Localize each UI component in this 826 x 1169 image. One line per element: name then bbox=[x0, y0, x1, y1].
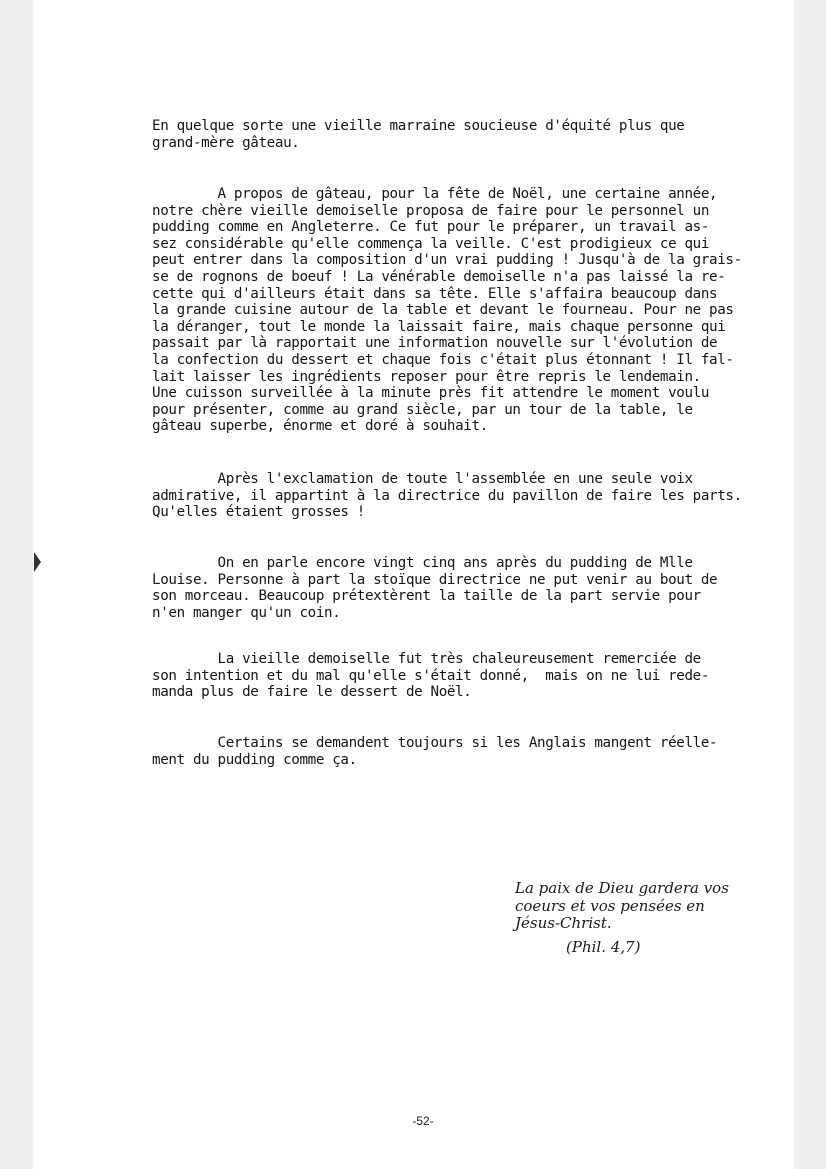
scan-margin-left bbox=[0, 0, 33, 1169]
paragraph-6: Certains se demandent toujours si les Anglais mangent réelle- ment du pudding comme ça. bbox=[152, 735, 718, 768]
paragraph-4: On en parle encore vingt cinq ans après du pudding de Mlle Louise. Personne à part la stoïque directrice ne put venir au bout de son morceau. Beaucoup prétextèrent la taille de la part servie pour n'en manger qu'un coin. bbox=[152, 555, 718, 621]
paragraph-1: En quelque sorte une vieille marraine soucieuse d'équité plus que grand-mère gâteau. bbox=[152, 118, 685, 151]
bible-quote: La paix de Dieu gardera vos coeurs et vos pensées en Jésus-Christ. bbox=[515, 879, 729, 932]
page-number: -52- bbox=[412, 1114, 434, 1128]
paragraph-5: La vieille demoiselle fut très chaleureusement remerciée de son intention et du mal qu'elle s'était donné, mais on ne lui rede- manda plus de faire le dessert de Noël. bbox=[152, 651, 710, 701]
paragraph-2: A propos de gâteau, pour la fête de Noël, une certaine année, notre chère vieille demoiselle proposa de faire pour le personnel un pudding comme en Angleterre. Ce fut pour le préparer, un travail as- sez considérable qu'elle commença la veille. C'est prodigieux ce qui peut entrer dans la composition d'un vrai pudding ! Jusqu'à de la grais- se de rognons de boeuf ! La vénérable demoiselle n'a pas laissé la re- cette qui d'ailleurs était dans sa tête. Elle s'affaira beaucoup dans la grande cuisine autour de la table et devant le fourneau. Pour ne pas la déranger, tout le monde la laissait faire, mais chaque personne qui passait par là rapportait une information nouvelle sur l'évolution de la confection du dessert et chaque fois c'était plus étonnant ! Il fal- lait laisser les ingrédients reposer pour être repris le lendemain. Une cuisson surveillée à la minute près fit attendre le moment voulu pour présenter, comme au grand siècle, par un tour de la table, le gâteau superbe, énorme et doré à souhait. bbox=[152, 186, 742, 435]
paragraph-3: Après l'exclamation de toute l'assemblée en une seule voix admirative, il appartint à la directrice du pavillon de faire les parts. Qu'elles étaient grosses ! bbox=[152, 471, 742, 521]
binding-mark-icon bbox=[34, 552, 41, 572]
scan-margin-right bbox=[794, 0, 826, 1169]
bible-reference: (Phil. 4,7) bbox=[566, 938, 641, 956]
